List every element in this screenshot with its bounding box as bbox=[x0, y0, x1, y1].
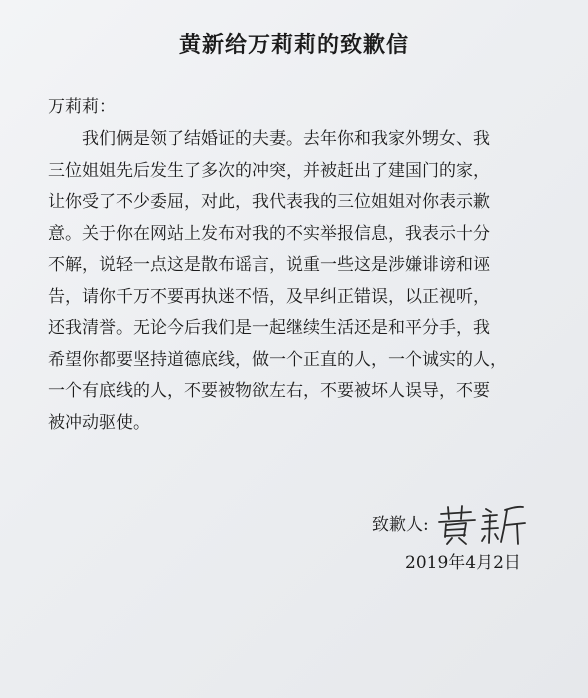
body-line: 意。关于你在网站上发布对我的不实举报信息，我表示十分 bbox=[48, 223, 490, 244]
body-line: 希望你都要坚持道德底线，做一个正直的人，一个诚实的人， bbox=[48, 349, 507, 370]
handwritten-signature bbox=[431, 498, 531, 546]
signature-block bbox=[372, 498, 531, 546]
letter-date: 2019年4月2日 bbox=[405, 553, 521, 573]
signature-label: 致歉人: bbox=[372, 514, 429, 535]
body-line: 不解，说轻一点这是散布谣言，说重一些这是涉嫌诽谤和诬 bbox=[48, 255, 490, 275]
salutation: 万莉莉： bbox=[48, 97, 116, 117]
body-line: 告，请你千万不要再执迷不悟，及早纠正错误，以正视听， bbox=[48, 286, 490, 307]
body-line: 还我清誉。无论今后我们是一起继续生活还是和平分手，我 bbox=[48, 318, 490, 338]
letter-title: 黄新给万莉莉的致歉信 bbox=[178, 32, 409, 58]
body-line: 三位姐姐先后发生了多次的冲突，并被赶出了建国门的家， bbox=[48, 160, 490, 181]
body-line: 一个有底线的人，不要被物欲左右，不要被坏人误导，不要 bbox=[48, 381, 490, 401]
body-line: 被冲动驱使。 bbox=[48, 412, 150, 433]
body-line: 让你受了不少委屈，对此，我代表我的三位姐姐对你表示歉 bbox=[48, 192, 490, 212]
body-line: 我们俩是领了结婚证的夫妻。去年你和我家外甥女、我 bbox=[48, 129, 490, 149]
letter-body bbox=[48, 124, 530, 439]
